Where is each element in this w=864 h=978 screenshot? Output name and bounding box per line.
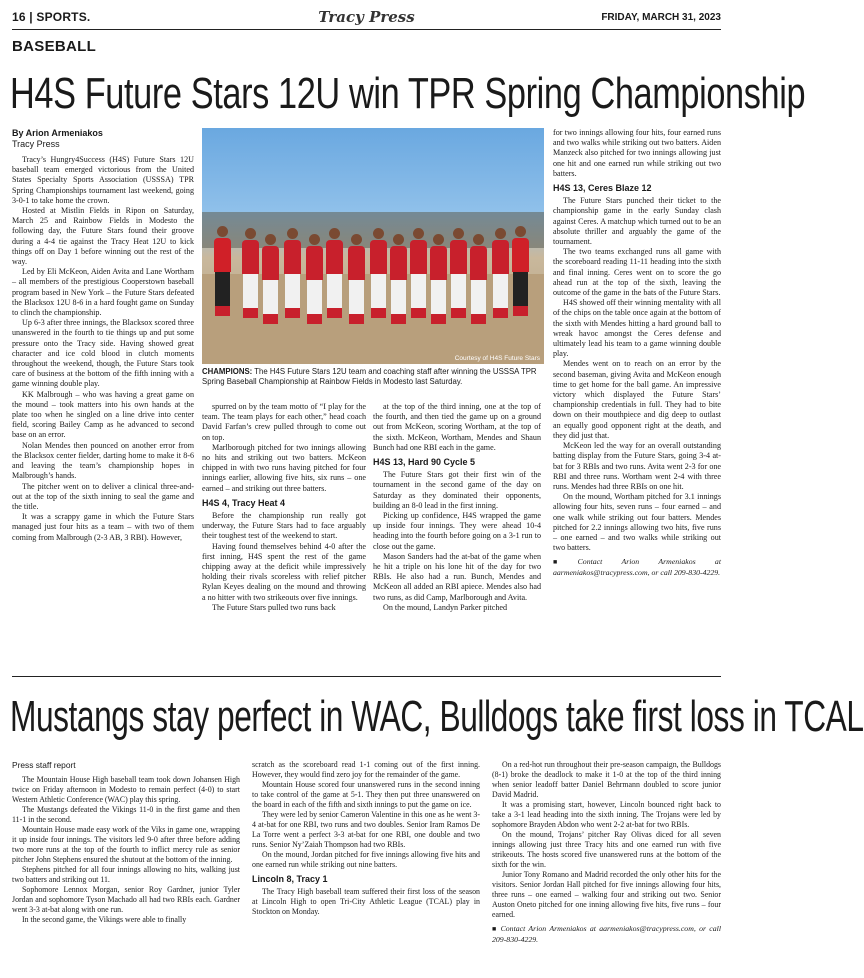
contact-line — [553, 557, 721, 577]
author-outlet: Tracy Press — [12, 139, 60, 149]
paragraph: McKeon led the way for an overall outstanding batting display from the Future Stars, going 3-4 at-bat for 3 RBIs and two runs. Avita went 2-3 for one RBI and three runs. Wortham went 2-4 with three runs. Mendes had three RBIs on one hit. — [553, 441, 721, 491]
paragraph: On a red-hot run throughout their pre-season campaign, the Bulldogs (8-1) broke the deadlock to make it 1-0 at the top of the third inning when senior leadoff batter Daniel Behrmann doubled to score junior David Madrid. — [492, 760, 721, 799]
paragraph: Up 6-3 after three innings, the Blacksox scored three unanswered in the fourth to tie things up and put some pressure onto the Tracy side. Having showed great character and ice cold blood in clutch moments throughout the weekend, though, the Future Stars took care of business at the bottom of the fifth inning with a game winning double play. — [12, 318, 194, 389]
paragraph: Sophomore Lennox Morgan, senior Roy Gardner, junior Tyler Jordan and sophomore Tyson Machado all had two RBIs each. Gardner went 3-3 at-bat along with one run. — [12, 885, 240, 914]
contact-text: Contact Arion Armeniakos at aarmeniakos@tracypress.com, or call 209-830-4229. — [492, 924, 721, 944]
story1-column-2 — [202, 402, 366, 613]
caption-label: CHAMPIONS: — [202, 367, 253, 376]
story2-column-3 — [492, 760, 721, 944]
paragraph: On the mound, Jordan pitched for five innings allowing five hits and one earned run while striking out nine batters. — [252, 850, 480, 869]
paragraph: It was a scrappy game in which the Future Stars managed just four hits as a team – with two of them coming from Malbrough (2-3 AB, 3 RBI). However, — [12, 512, 194, 542]
paragraph: Junior Tony Romano and Madrid recorded the only other hits for the visitors. Senior Jordan Hall pitched for five innings allowing four hits, three runs – one earned – walking four and striking out two. Senior Auston Oneto pitched for one inning allowing five hits, five runs – four earned. — [492, 870, 721, 919]
subhead: H4S 4, Tracy Heat 4 — [202, 497, 286, 508]
player-figure — [306, 234, 323, 324]
paragraph: at the top of the third inning, one at the top of the fourth, and then tied the game up on a ground out from McKeon, scoring Wortham, at the top of the sixth. McKeon, Wortham, Mendes and Shaun Bunch had one RBI each in the game. — [373, 402, 541, 452]
bullet-square-icon: ■ — [492, 925, 498, 933]
player-figure — [284, 228, 301, 318]
contact-line — [492, 924, 721, 944]
paragraph: The Future Stars got their first win of the tournament in the second game of the day on Saturday as they dominated their opponents, building an 8-0 lead in the first inning. — [373, 470, 541, 510]
story1-headline: H4S Future Stars 12U win TPR Spring Championship — [10, 69, 806, 118]
story1-column-1 — [12, 155, 194, 543]
player-figure — [390, 234, 407, 324]
paragraph: Mountain House scored four unanswered runs in the second inning to take control of the game at 5-1. They then put three unanswered on the board in each of the fifth and sixth innings to put the game on ice. — [252, 780, 480, 809]
player-figure — [370, 228, 387, 318]
paragraph: KK Malbrough – who was having a great game on the mound – took matters into his own hands at the plate too when he singled on a line drive into center field, scoring Bailey Camp as he advanced to second base on an error. — [12, 389, 194, 440]
subhead: H4S 13, Ceres Blaze 12 — [553, 183, 652, 194]
paragraph: Stephens pitched for all four innings allowing no hits, walking just two batters and striking out 11. — [12, 865, 240, 884]
story2-column-2 — [252, 760, 480, 917]
paragraph: They were led by senior Cameron Valentine in this one as he went 3-4 at-bat for one RBI, two runs and two doubles. Senior Iram Ramos De La Torre went a perfect 3-3 at-bat for one RBI, one double and two runs. Senior Ny’Zaiah Thompson had two RBIs. — [252, 810, 480, 849]
paragraph: The Tracy High baseball team suffered their first loss of the season at Lincoln High to open Tri-City Athletic League (TCAL) play in Stockton on Monday. — [252, 887, 480, 916]
paragraph: The Mustangs defeated the Vikings 11-0 in the first game and then 11-1 in the second. — [12, 805, 240, 824]
paragraph: Mason Sanders had the at-bat of the game when he hit a triple on his lone hit of the day for two RBIs. He also had a run. Bunch, Mendes and McKeon all added an RBI apiece. Mendes also had two runs, as did Camp, Marlborough and Avita. — [373, 551, 541, 602]
photo-credit: Courtesy of H4S Future Stars — [454, 355, 540, 362]
paragraph: Having found themselves behind 4-0 after the first inning, H4S spent the rest of the game chipping away at the deficit while impressively holding their rivals scoreless with relief pitcher Rylan Keyes dealing on the mound and throwing a no hitter with two strikeouts over five innings. — [202, 541, 366, 602]
page-header — [12, 8, 721, 26]
story1-byline — [12, 128, 192, 150]
paragraph: Before the championship run really got underway, the Future Stars had to face arguably their toughest test of the weekend to start. — [202, 511, 366, 541]
paragraph: The two teams exchanged runs all game with the scoreboard reading 11-11 heading into the sixth and final inning. Ceres went on to score the go ahead run at the top of the sixth, leaving the outcome of the game in the bats of the Future Stars. — [553, 247, 721, 298]
issue-date: FRIDAY, MARCH 31, 2023 — [601, 11, 721, 23]
story1-column-3 — [373, 402, 541, 613]
header-rule — [12, 29, 721, 30]
paragraph: Mountain House made easy work of the Viks in game one, wrapping it up inside four innings. The visitors led 9-0 after three before adding two more runs at the top of the fourth to inflict mercy rule as senior pitcher John Stephens ensured the shutout at the bottom of the inning. — [12, 825, 240, 864]
masthead-logo: Tracy Press — [318, 8, 415, 26]
paragraph: On the mound, Landyn Parker pitched — [383, 602, 508, 612]
paragraph: scratch as the scoreboard read 1-1 coming out of the first inning. However, they would find zero joy for the remainder of the game. — [252, 760, 480, 779]
story-divider — [12, 676, 721, 677]
caption-text: The H4S Future Stars 12U team and coaching staff after winning the USSSA TPR Spring Baseball Championship at Rainbow Fields in Modesto last Saturday. — [202, 367, 537, 386]
player-figure — [348, 234, 365, 324]
player-figure — [492, 228, 509, 318]
paragraph: On the mound, Wortham pitched for 3.1 innings allowing four hits, seven runs – four earned – and one walk while striking out four batters. Mendes pitched for 2.2 innings allowing two hits, five runs – one earned – and two walks while striking out two batters. — [553, 492, 721, 553]
bullet-square-icon: ■ — [553, 558, 575, 567]
story2-byline: Press staff report — [12, 760, 76, 770]
coach-figure — [512, 226, 529, 316]
player-figure — [470, 234, 487, 324]
paragraph: The Future Stars pulled two runs back — [212, 602, 336, 612]
subhead: H4S 13, Hard 90 Cycle 5 — [373, 457, 476, 468]
paragraph: Led by Eli McKeon, Aiden Avita and Lane Wortham – all members of the prestigious Cooperstown baseball program based in New York – the Future Stars defeated the Blacksox 12U 8-6 in a hard fought game on Sunday to clinch the championship. — [12, 267, 194, 318]
story1-column-4 — [553, 128, 721, 578]
paragraph: Tracy’s Hungry4Success (H4S) Future Stars 12U baseball team emerged victorious from the United States Specialty Sports Association (USSSA) TPR Spring Championships tournament last weekend, going 3-0-1 to take home the crown. — [12, 155, 194, 205]
paragraph: H4S showed off their winning mentality with all of the chips on the table once again at the bottom of the sixth with Mendes hitting a hard ground ball to wreak havoc amongst the Ceres defense and ultimately lead his team to a game winning double play. — [553, 298, 721, 359]
player-figure — [430, 234, 447, 324]
paragraph: The Future Stars punched their ticket to the championship game in the early Sunday clash against Ceres. A matchup which turned out to be an absolute thriller and arguably the game of the tournament. — [553, 196, 721, 247]
photo-caption — [202, 367, 544, 386]
paragraph: The Mountain House High baseball team took down Johansen High twice on Friday afternoon in Modesto to remain perfect (4-0) to start Western Athletic Conference (WAC) play this spring. — [12, 775, 240, 804]
team-photo — [202, 128, 544, 364]
player-figure — [242, 228, 259, 318]
paragraph: Hosted at Mistlin Fields in Ripon on Saturday, March 25 and Rainbow Fields in Modesto the following day, the Future Stars found their groove during a 4-4 tie against the Tracy Heat 12U to kick things off on Day 1 before winning out the rest of the way. — [12, 206, 194, 267]
story2-column-1 — [12, 775, 240, 925]
story2-headline: Mustangs stay perfect in WAC, Bulldogs take first loss in TCAL — [10, 692, 864, 741]
paragraph: Marlborough pitched for two innings allowing no hits and striking out two batters. McKeon chipped in with two runs having pitched for four innings earlier, allowing five hits, six runs – one earned – and striking out three batters. — [202, 442, 366, 493]
subhead: Lincoln 8, Tracy 1 — [252, 874, 328, 884]
paragraph: spurred on by the team motto of “I play for the team. The team plays for each other,” head coach David Farfan’s crew pulled through to come out on top. — [202, 402, 366, 442]
paragraph: for two innings allowing four hits, four earned runs and two walks while striking out two batters. Aiden Manzeck also pitched for two innings allowing just one hit and one earned run while striking out two batters. — [553, 128, 721, 178]
coach-figure — [214, 226, 231, 316]
player-figure — [262, 234, 279, 324]
author-name: By Arion Armeniakos — [12, 128, 103, 138]
contact-text: Contact Arion Armeniakos at aarmeniakos@tracypress.com, or call 209-830-4229. — [553, 557, 721, 577]
player-figure — [326, 228, 343, 318]
paragraph: Mendes went on to reach on an error by the second baseman, giving Avita and McKeon enough time to get home for the ball game. An impressive victory which displayed the Future Stars’ championship credentials in full. They had to bite down on their mouthpiece and dig deep to outlast an equally good opponent right at the death, and they did just that. — [553, 359, 721, 440]
paragraph: Nolan Mendes then pounced on another error from the Blacksox center fielder, darting home to make it 8-6 and leaving the team’s championship hopes in Malbrough’s hands. — [12, 440, 194, 481]
player-figure — [450, 228, 467, 318]
section-folio: 16 | SPORTS. — [12, 10, 91, 24]
player-figure — [410, 228, 427, 318]
section-label: BASEBALL — [12, 38, 97, 55]
paragraph: The pitcher went on to deliver a clinical three-and-out at the top of the sixth inning to seal the game and the title. — [12, 481, 194, 511]
paragraph: It was a promising start, however, Lincoln bounced right back to take a 3-1 lead heading into the sixth inning. The Trojans were led by sophomore Brayden Abdon who went 2-2 at-bat for two RBIs. — [492, 800, 721, 829]
paragraph: On the mound, Trojans’ pitcher Ray Olivas diced for all seven innings allowing just three Tracy hits and one earned run with five strikeouts. The hosts scored five unanswered runs at the bottom of the sixth for the win. — [492, 830, 721, 869]
paragraph: In the second game, the Vikings were able to finally — [22, 915, 187, 924]
paragraph: Picking up confidence, H4S wrapped the game up inside four innings. They were ahead 10-4 heading into the fourth before going on a 3-1 run to close out the game. — [373, 511, 541, 551]
